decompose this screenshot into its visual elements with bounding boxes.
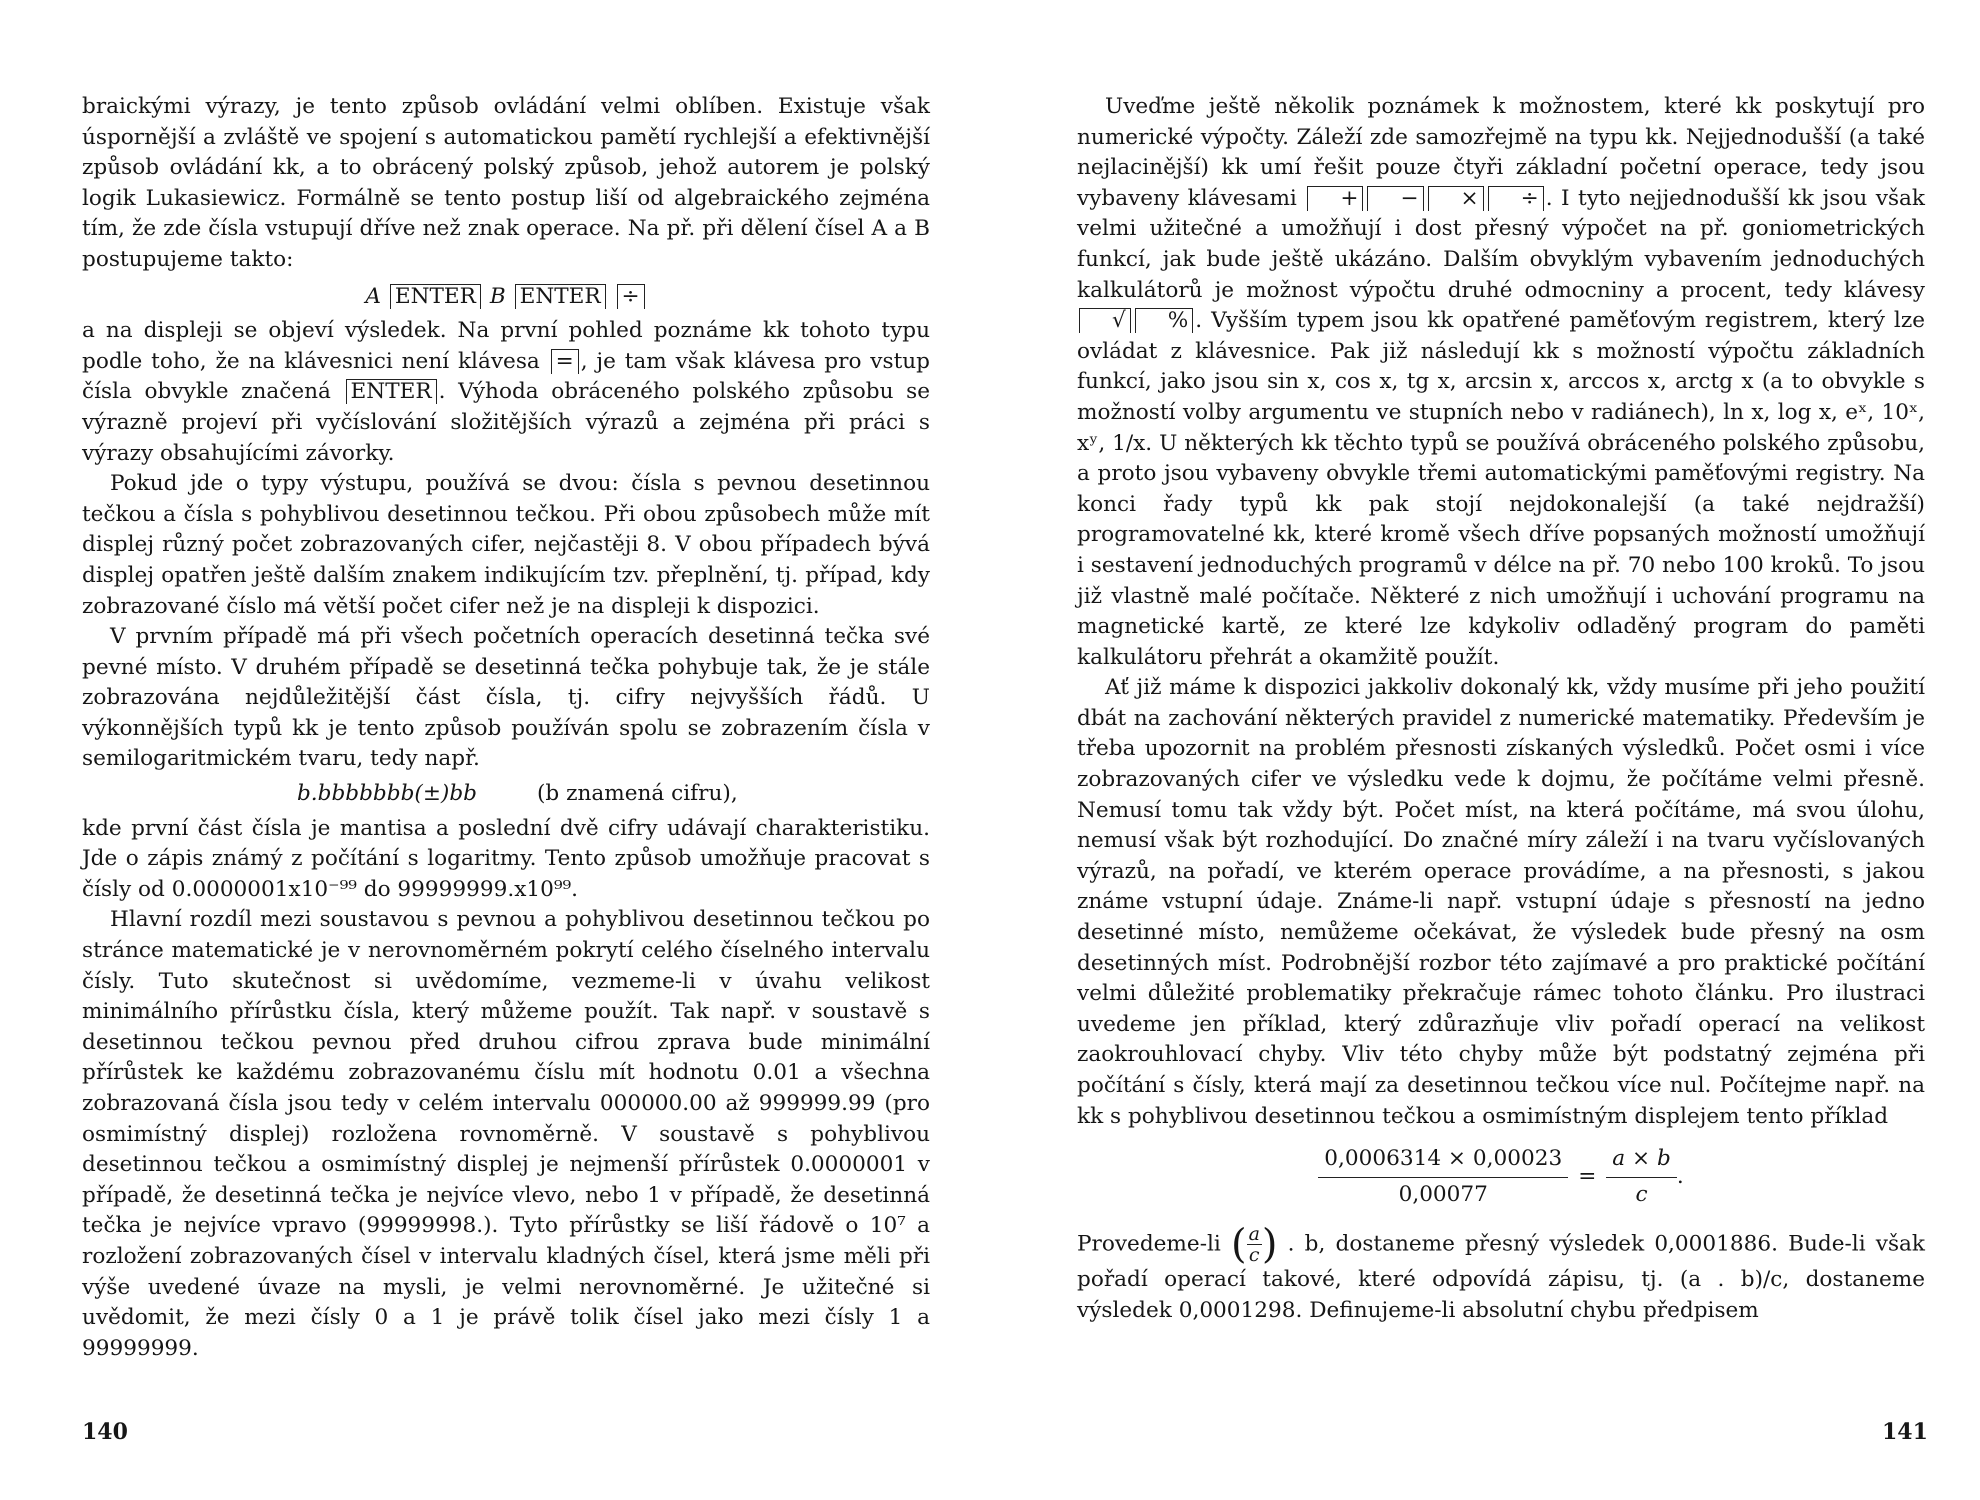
numerator: a × b [1606,1144,1677,1178]
text-span: . I tyto nejjednodušší kk jsou však velmi užitečné a umožňují i dost přesný výpočet na př. goniometrických funkcí, jak bude ještě ukázáno. Dalším obvyklým vybavením jednoduchých kalkulátorů je možnost výpočtu druhé odmocniny a procent, tedy klávesy [1077,185,1925,303]
fraction-left [1318,1144,1568,1210]
text-span: . Vyšším typem jsou kk opatřené paměťovým registrem, který lze ovládat z klávesnice. Pak již následují kk s možností výpočtu základních funkcí, jako jsou sin x, cos x, tg x, arcsin x, arccos x, arctg x (a to obvykle s možností volby argumentu ve stupních nebo v radiánech), ln x, log x, eˣ, 10ˣ, xʸ, 1/x. U některých kk těchto typů se používá obráceného polského způsobu, a proto jsou vybaveny obvykle třemi automatickými paměťovými registry. Na konci řady typů kk pak stojí nejdokonalejší (a také nejdražší) programovatelné kk, které kromě všech dříve popsaných možností umožňují i sestavení jednoduchých programů v délce na př. 70 nebo 100 kroků. To jsou již vlastně malé počítače. Některé z nich umožňují i uchování programu na magnetické kartě, ze které lze kdykoliv odladěný program do paměti kalkulátoru přehrát a okamžitě použít. [1077,308,1925,670]
paragraph: braickými výrazy, je tento způsob ovládání velmi oblíben. Existuje však úspornější a zvláště ve spojení s automatickou pamětí rychlejší a efektivnější způsob ovládání kk, a to obrácený polský způsob, jehož autorem je polský logik Lukasiewicz. Formálně se tento postup liší od algebraického zejména tím, že zde čísla vstupují dříve než znak operace. Na př. při dělení čísel A a B postupujeme takto: [82,94,930,272]
semilog-example [82,779,930,810]
paragraph: Ať již máme k dispozici jakkoliv dokonalý kk, vždy musíme při jeho použití dbát na zachování některých pravidel z numerické matematiky. Především je třeba upozornit na problém přesnosti získaných výsledků. Počet osmi i více zobrazovaných cifer ve výsledku vede k dojmu, že počítáme velmi přesně. Nemusí tomu tak vždy být. Počet míst, na která počítáme, má svou úlohu, nemusí však být rozhodující. Do značné míry záleží i na tvaru vyčíslovaných výrazů, na pořadí, ve kterém operace provádíme, a na přesnosti, s jakou známe vstupní údaje. Známe-li např. vstupní údaje s přesností na jedno desetinné místo, nemůžeme očekávat, že výsledek bude přesný na osm desetinných míst. Podrobnější rozbor této zajímavé a pro praktické počítání velmi důležité problematiky překračuje rámec tohoto článku. Pro ilustraci uvedeme jen příklad, který zdůrazňuje vliv pořadí operací na velikost zaokrouhlovací chyby. Vliv této chyby může být podstatný zejména při počítání s čísly, která mají za desetinnou tečkou více nul. Počítejme např. na kk s pohyblivou desetinnou tečkou a osmimístným displejem tento příklad [1077,675,1925,1129]
key-equals: = [551,349,579,374]
equals-sign: = [1578,1163,1597,1189]
enter-formula [82,282,930,313]
key-minus: − [1367,186,1423,211]
paragraph: Hlavní rozdíl mezi soustavou s pevnou a pohyblivou desetinnou tečkou po stránce matematické je v nerovnoměrném pokrytí celého číselného intervalu čísly. Tuto skutečnost si uvědomíme, vezmeme-li v úvahu velikost minimálního přírůstku čísla, který můžeme použít. Tak např. v soustavě s desetinnou tečkou pevnou před druhou cifrou zprava bude minimální přírůstek ke každému zobrazovanému číslu mít hodnotu 0.01 a všechna zobrazovaná čísla jsou tedy v celém intervalu 000000.00 až 999999.99 (pro osmimístný displej) rozložena rovnoměrně. V soustavě s pohyblivou desetinnou tečkou a osmimístný displej je nejmenší přírůstek 0.0000001 v případě, že desetinná tečka je nejvíce vlevo, nebo 1 v případě, že desetinná tečka je nejvíce vpravo (99999998.). Tyto přírůstky se liší řádově o 10⁷ a rozložení zobrazovaných čísel v intervalu kladných čísel, která jsme měli při výše uvedené úvaze na mysli, je velmi nerovnoměrné. Je užitečné si uvědomit, že mezi čísly 0 a 1 je právě tolik čísel jako mezi čísly 1 a 99999999. [82,907,930,1361]
key-divide: ÷ [1488,186,1544,211]
variable-a: A [365,283,381,309]
text-span: a na displeji se objeví výsledek. Na první pohled poznáme kk tohoto typu podle toho, že na klávesnici není klávesa [82,318,930,374]
example-fraction [1077,1144,1925,1210]
denominator: 0,00077 [1398,1181,1488,1207]
paragraph: Pokud jde o typy výstupu, používá se dvou: čísla s pevnou desetinnou tečkou a čísla s pohyblivou desetinnou tečkou. Při obou způsobech může mít displej různý počet zobrazovaných cifer, nejčastěji 8. V obou případech bývá displej opatřen ještě dalším znakem indikujícím tzv. přeplnění, tj. případ, kdy zobrazované číslo má větší počet cifer než je na displeji k dispozici. [82,471,930,619]
denominator: c [1635,1181,1648,1207]
inline-fraction [1247,1224,1262,1265]
key-sqrt: √ [1079,308,1131,333]
right-paren: ) [1261,1221,1278,1268]
denominator: c [1248,1244,1260,1267]
period: . [1676,1163,1684,1189]
key-enter: ENTER [515,284,606,309]
paragraph [82,316,930,469]
paragraph: V prvním případě má při všech početních operacích desetinná tečka své pevné místo. V druhém případě se desetinná tečka pohybuje tak, že je stále zobrazována nejdůležitější část čísla, tj. cifry nejvyšších řádů. U výkonnějších typů kk je tento způsob používán spolu se zobrazením čísla v semilogaritmickém tvaru, tedy např. [82,624,930,772]
text-span: . b, dostaneme přesný výsledek 0,0001886. Bude-li však pořadí operací takové, které odpovídá zápisu, tj. (a . b)/c, dostaneme výsledek 0,0001298. Definujeme-li absolutní chybu předpisem [1077,1231,1925,1323]
numerator: 0,0006314 × 0,00023 [1318,1144,1568,1178]
numerator: a [1248,1223,1260,1246]
paragraph [1077,92,1925,673]
paragraph [1077,1221,1925,1326]
page-number-left: 140 [82,1419,128,1445]
key-divide: ÷ [617,284,645,309]
right-page [1077,92,1925,1327]
key-plus: + [1307,186,1363,211]
key-enter: ENTER [346,379,437,404]
semilog-format: b.bbbbbbb(±)bb [296,781,477,807]
paragraph: kde první část čísla je mantisa a poslední dvě cifry udávají charakteristiku. Jde o zápis známý z počítání s logaritmy. Tento způsob umožňuje pracovat s čísly od 0.0000001x10⁻⁹⁹ do 99999999.x10⁹⁹. [82,815,930,902]
key-times: × [1428,186,1484,211]
key-enter: ENTER [390,284,481,309]
text-span: , je tam však klávesa pro vstup čísla obvykle značená [82,348,930,405]
semilog-note: (b znamená cifru), [537,781,738,807]
fraction-right [1606,1144,1677,1210]
page-number-right: 141 [1882,1419,1928,1445]
text-span: Uveďme ještě několik poznámek k možnostem, které kk poskytují pro numerické výpočty. Záleží zde samozřejmě na typu kk. Nejjednodušší (a také nejlacinější) kk umí řešit pouze čtyři základní početní operace, tedy jsou vybaveny klávesami [1077,94,1925,211]
left-page [82,92,930,1364]
text-span: Provedeme-li [1077,1231,1221,1257]
text-span: . Výhoda obráceného polského způsobu se výrazně projeví při vyčíslování složitějších výrazů a zejména při práci s výrazy obsahujícími závorky. [82,379,930,466]
variable-b: B [489,283,506,309]
key-percent: % [1135,308,1194,333]
left-paren: ( [1230,1221,1247,1268]
